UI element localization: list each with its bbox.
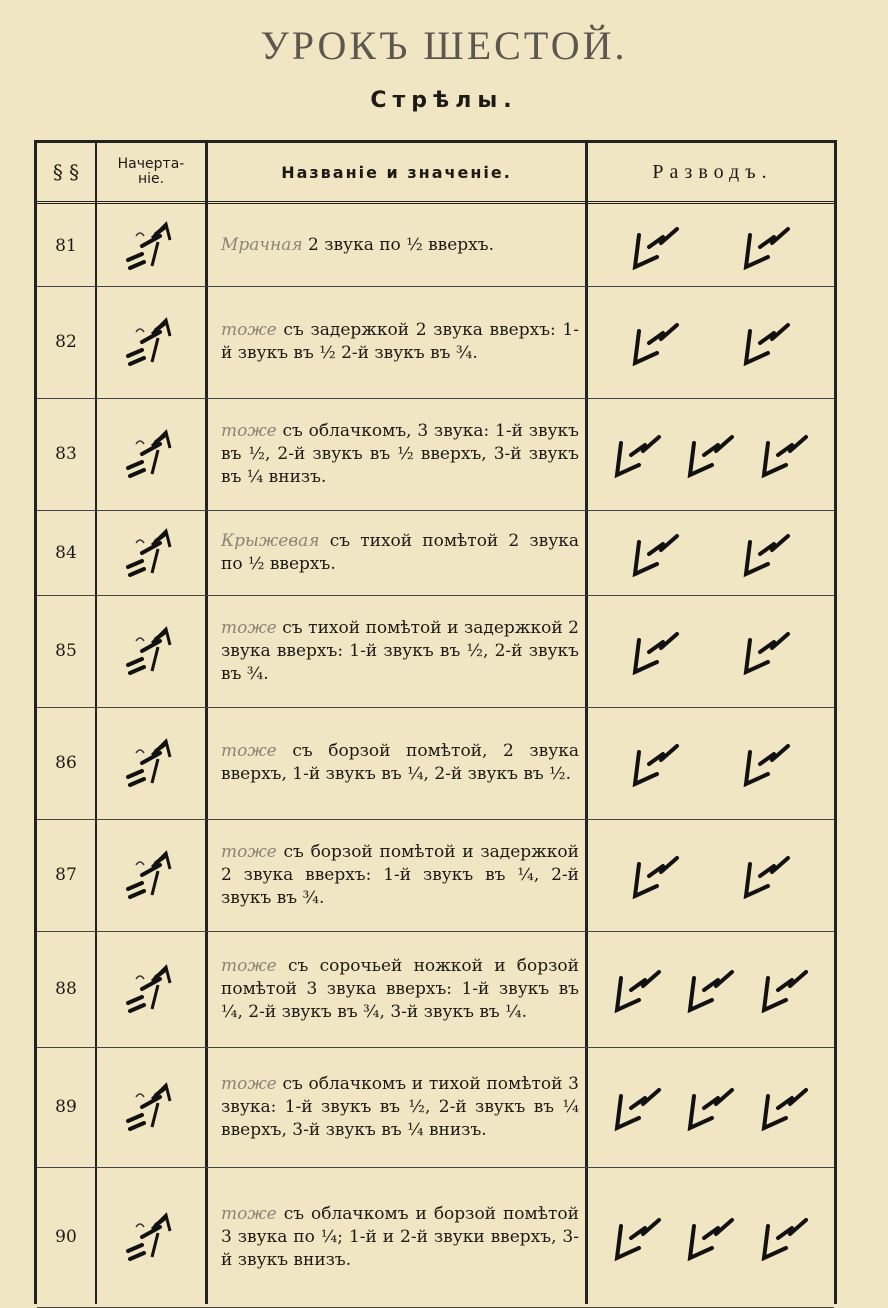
razvod-glyph-icon <box>627 524 687 582</box>
razvod-glyph-icon <box>756 1208 816 1266</box>
razvod-glyph-icon <box>756 425 816 483</box>
razvod-glyph-icon <box>609 1078 669 1136</box>
razvod-cell <box>588 1047 837 1167</box>
section-number: 88 <box>55 979 77 999</box>
neume-glyph-icon <box>97 931 205 1047</box>
razvod-glyph-icon <box>738 622 798 680</box>
page-title: УРОКЪ ШЕСТОЙ. <box>260 23 628 68</box>
neume-meaning: съ облачкомъ, 3 звука: 1-й звукъ въ ½, 2-й звукъ въ ½ вверхъ, 3-й звукъ въ ¼ внизъ. <box>221 420 579 487</box>
section-number: 84 <box>55 542 77 563</box>
razvod-glyph-icon <box>627 622 687 680</box>
neume-glyph-icon <box>97 819 205 931</box>
header-section-number: § § <box>52 160 80 184</box>
name-meaning-cell <box>221 707 579 819</box>
section-title: Стрѣлы. <box>370 88 518 113</box>
razvod-glyph-icon <box>627 846 687 904</box>
neume-name: Крыжевая <box>221 530 320 551</box>
name-meaning-cell <box>221 1167 579 1307</box>
section-number: 85 <box>55 641 77 661</box>
neume-meaning: 2 звука по ½ вверхъ. <box>302 235 494 255</box>
neume-name: Мрачная <box>221 235 303 255</box>
razvod-glyph-icon <box>682 960 742 1018</box>
neume-glyph-icon <box>97 1167 205 1307</box>
razvod-glyph-icon <box>756 1078 816 1136</box>
razvod-glyph-icon <box>627 313 687 371</box>
neume-glyph-icon <box>97 286 205 398</box>
razvod-glyph-icon <box>682 425 742 483</box>
table-row <box>37 931 834 1048</box>
table-row <box>37 510 834 596</box>
neume-glyph-icon <box>97 595 205 707</box>
table-row <box>37 595 834 708</box>
razvod-glyph-icon <box>738 846 798 904</box>
razvod-cell <box>588 595 837 707</box>
razvod-glyph-icon <box>738 734 798 792</box>
razvod-cell <box>588 819 837 931</box>
neume-glyph-icon <box>97 707 205 819</box>
razvod-cell <box>588 398 837 510</box>
name-meaning-cell <box>221 398 579 510</box>
razvod-glyph-icon <box>627 734 687 792</box>
section-number: 82 <box>55 332 77 352</box>
neume-meaning: съ тихой помѣтой и задержкой 2 звука вверхъ: 1-й звукъ въ ½, 2-й звукъ въ ¾. <box>221 617 579 684</box>
neume-name: тоже <box>221 741 277 761</box>
header-drawing: Начерта- ніе. <box>117 156 185 187</box>
neume-name: тоже <box>221 617 277 638</box>
neume-name: тоже <box>221 420 277 441</box>
neume-glyph-icon <box>97 510 205 595</box>
neume-meaning: съ тихой помѣтой 2 звука по ½ вверхъ. <box>221 530 579 574</box>
neume-name: тоже <box>221 1073 277 1094</box>
neume-glyph-icon <box>97 1047 205 1167</box>
razvod-cell <box>588 1167 837 1307</box>
razvod-glyph-icon <box>627 217 687 275</box>
neume-meaning: съ облачкомъ и тихой помѣтой 3 звука: 1-й звукъ въ ½, 2-й звукъ въ ¼ вверхъ, 3-й звукъ въ ¼ внизъ. <box>221 1073 579 1140</box>
razvod-glyph-icon <box>609 960 669 1018</box>
table-row <box>37 1167 834 1308</box>
razvod-glyph-icon <box>682 1078 742 1136</box>
razvod-cell <box>588 707 837 819</box>
razvod-glyph-icon <box>738 217 798 275</box>
neume-name: тоже <box>221 320 277 340</box>
razvod-cell <box>588 510 837 595</box>
neume-name: тоже <box>221 1203 277 1224</box>
neume-meaning: съ задержкой 2 звука вверхъ: 1-й звукъ въ ½ 2-й звукъ въ ¾. <box>221 320 579 363</box>
neume-name: тоже <box>221 841 277 862</box>
name-meaning-cell <box>221 819 579 931</box>
razvod-cell <box>588 931 837 1047</box>
razvod-glyph-icon <box>682 1208 742 1266</box>
neume-meaning: съ борзой помѣтой и задержкой 2 звука вверхъ: 1-й звукъ въ ¼, 2-й звукъ въ ¾. <box>221 841 579 908</box>
neume-meaning: съ сорочьей ножкой и борзой помѣтой 3 звука вверхъ: 1-й звукъ въ ¼, 2-й звукъ въ ¾, 3-й звукъ въ ¼. <box>221 955 579 1022</box>
table-row <box>37 398 834 511</box>
name-meaning-cell <box>221 510 579 595</box>
neume-glyph-icon <box>97 205 205 286</box>
name-meaning-cell <box>221 286 579 398</box>
section-number: 89 <box>55 1097 77 1117</box>
table-header <box>37 143 834 204</box>
neume-glyph-icon <box>97 398 205 510</box>
table-row <box>37 286 834 399</box>
section-number: 87 <box>55 865 77 885</box>
section-number: 83 <box>55 444 77 464</box>
razvod-glyph-icon <box>609 425 669 483</box>
razvod-glyph-icon <box>756 960 816 1018</box>
section-number: 86 <box>55 753 77 773</box>
name-meaning-cell <box>221 931 579 1047</box>
razvod-cell <box>588 205 837 286</box>
name-meaning-cell <box>221 595 579 707</box>
razvod-glyph-icon <box>738 313 798 371</box>
neume-meaning: съ борзой помѣтой, 2 звука вверхъ, 1-й звукъ въ ¼, 2-й звукъ въ ½. <box>221 741 579 784</box>
table-row <box>37 1047 834 1168</box>
neume-table <box>34 140 837 1304</box>
neume-name: тоже <box>221 955 277 976</box>
neume-meaning: съ облачкомъ и борзой помѣтой 3 звука по ¼; 1-й и 2-й звуки вверхъ, 3-й звукъ внизъ. <box>221 1203 579 1270</box>
header-name-meaning: Названіе и значеніе. <box>281 162 512 182</box>
table-row <box>37 205 834 287</box>
header-razvod: Разводъ. <box>652 160 773 183</box>
razvod-glyph-icon <box>738 524 798 582</box>
section-number: 90 <box>55 1227 77 1247</box>
section-number: 81 <box>55 235 77 256</box>
table-row <box>37 707 834 820</box>
table-row <box>37 819 834 932</box>
razvod-cell <box>588 286 837 398</box>
razvod-glyph-icon <box>609 1208 669 1266</box>
name-meaning-cell <box>221 1047 579 1167</box>
name-meaning-cell <box>221 205 579 286</box>
